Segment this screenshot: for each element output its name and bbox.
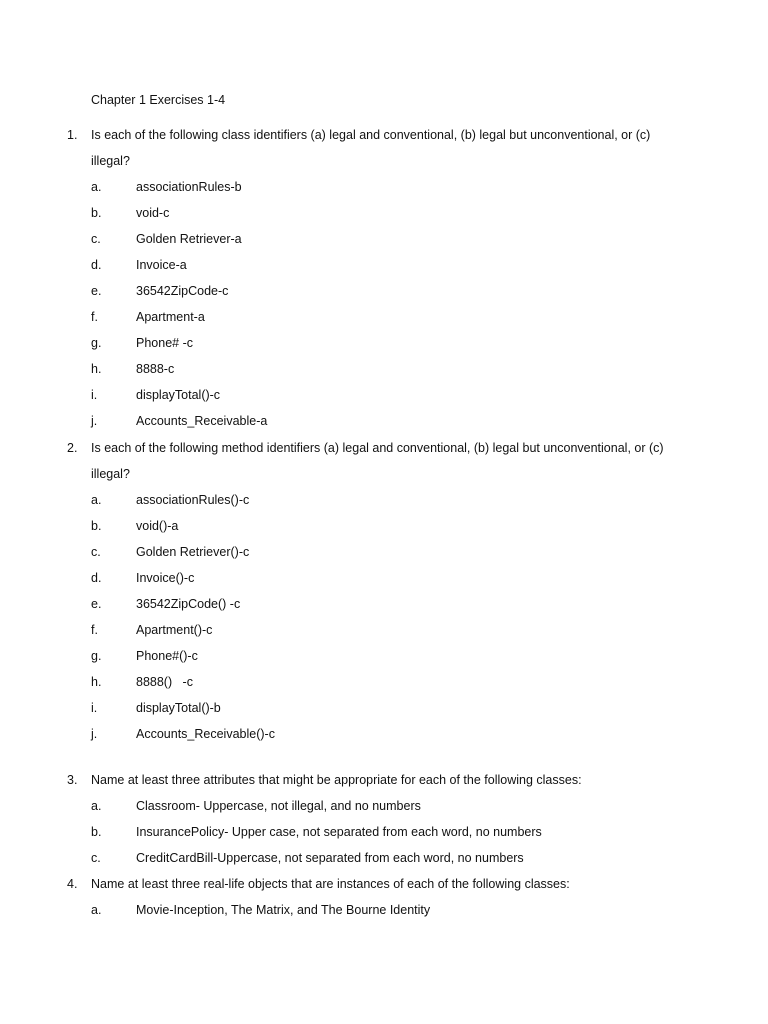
answer-text: void-c [136, 206, 170, 220]
answer-letter: e. [91, 597, 102, 611]
answer-text: displayTotal()-b [136, 701, 221, 715]
answer-text: Invoice-a [136, 258, 187, 272]
answer-letter: c. [91, 545, 101, 559]
question-number: 2. [67, 441, 78, 455]
answer-text: associationRules-b [136, 180, 242, 194]
question-text: Is each of the following method identifiers (a) legal and conventional, (b) legal but unconventional, or (c) [91, 441, 664, 455]
answer-letter: g. [91, 649, 102, 663]
answer-text: 8888() -c [136, 675, 193, 689]
answer-letter: j. [91, 727, 98, 741]
answer-letter: e. [91, 284, 102, 298]
question-text: Name at least three real-life objects that are instances of each of the following classes: [91, 877, 570, 891]
answer-letter: b. [91, 519, 102, 533]
answer-text: Apartment-a [136, 310, 205, 324]
answer-text: Phone# -c [136, 336, 193, 350]
answer-text: Accounts_Receivable-a [136, 414, 268, 428]
answer-letter: c. [91, 851, 101, 865]
answer-text: displayTotal()-c [136, 388, 221, 402]
question-number: 3. [67, 773, 78, 787]
answer-text: InsurancePolicy- Upper case, not separated from each word, no numbers [136, 825, 542, 839]
question-text: Name at least three attributes that might be appropriate for each of the following classes: [91, 773, 582, 787]
answer-letter: g. [91, 336, 102, 350]
answer-letter: a. [91, 799, 102, 813]
answer-text: Phone#()-c [136, 649, 198, 663]
answer-letter: b. [91, 825, 102, 839]
answer-text: Invoice()-c [136, 571, 195, 585]
answer-text: Apartment()-c [136, 623, 213, 637]
answer-letter: h. [91, 362, 102, 376]
answer-text: Classroom- Uppercase, not illegal, and no numbers [136, 799, 421, 813]
answer-text: 36542ZipCode() -c [136, 597, 241, 611]
answer-letter: f. [91, 310, 98, 324]
answer-text: Golden Retriever-a [136, 232, 242, 246]
answer-letter: b. [91, 206, 102, 220]
question-text: illegal? [91, 154, 130, 168]
answer-text: CreditCardBill-Uppercase, not separated from each word, no numbers [136, 851, 524, 865]
document-title: Chapter 1 Exercises 1-4 [91, 93, 226, 107]
question-text: Is each of the following class identifiers (a) legal and conventional, (b) legal but unconventional, or (c) [91, 128, 651, 142]
answer-letter: c. [91, 232, 101, 246]
answer-text: Accounts_Receivable()-c [136, 727, 275, 741]
answer-text: Movie-Inception, The Matrix, and The Bourne Identity [136, 903, 431, 917]
question-number: 4. [67, 877, 78, 891]
answer-text: 8888-c [136, 362, 175, 376]
answer-text: Golden Retriever()-c [136, 545, 250, 559]
answer-letter: h. [91, 675, 102, 689]
answer-letter: j. [91, 414, 98, 428]
question-number: 1. [67, 128, 78, 142]
answer-letter: d. [91, 258, 102, 272]
answer-letter: i. [91, 388, 98, 402]
answer-letter: i. [91, 701, 98, 715]
answer-letter: a. [91, 180, 102, 194]
question-text: illegal? [91, 467, 130, 481]
answer-letter: d. [91, 571, 102, 585]
answer-text: 36542ZipCode-c [136, 284, 229, 298]
answer-text: void()-a [136, 519, 179, 533]
answer-letter: a. [91, 903, 102, 917]
answer-text: associationRules()-c [136, 493, 250, 507]
answer-letter: a. [91, 493, 102, 507]
answer-letter: f. [91, 623, 98, 637]
